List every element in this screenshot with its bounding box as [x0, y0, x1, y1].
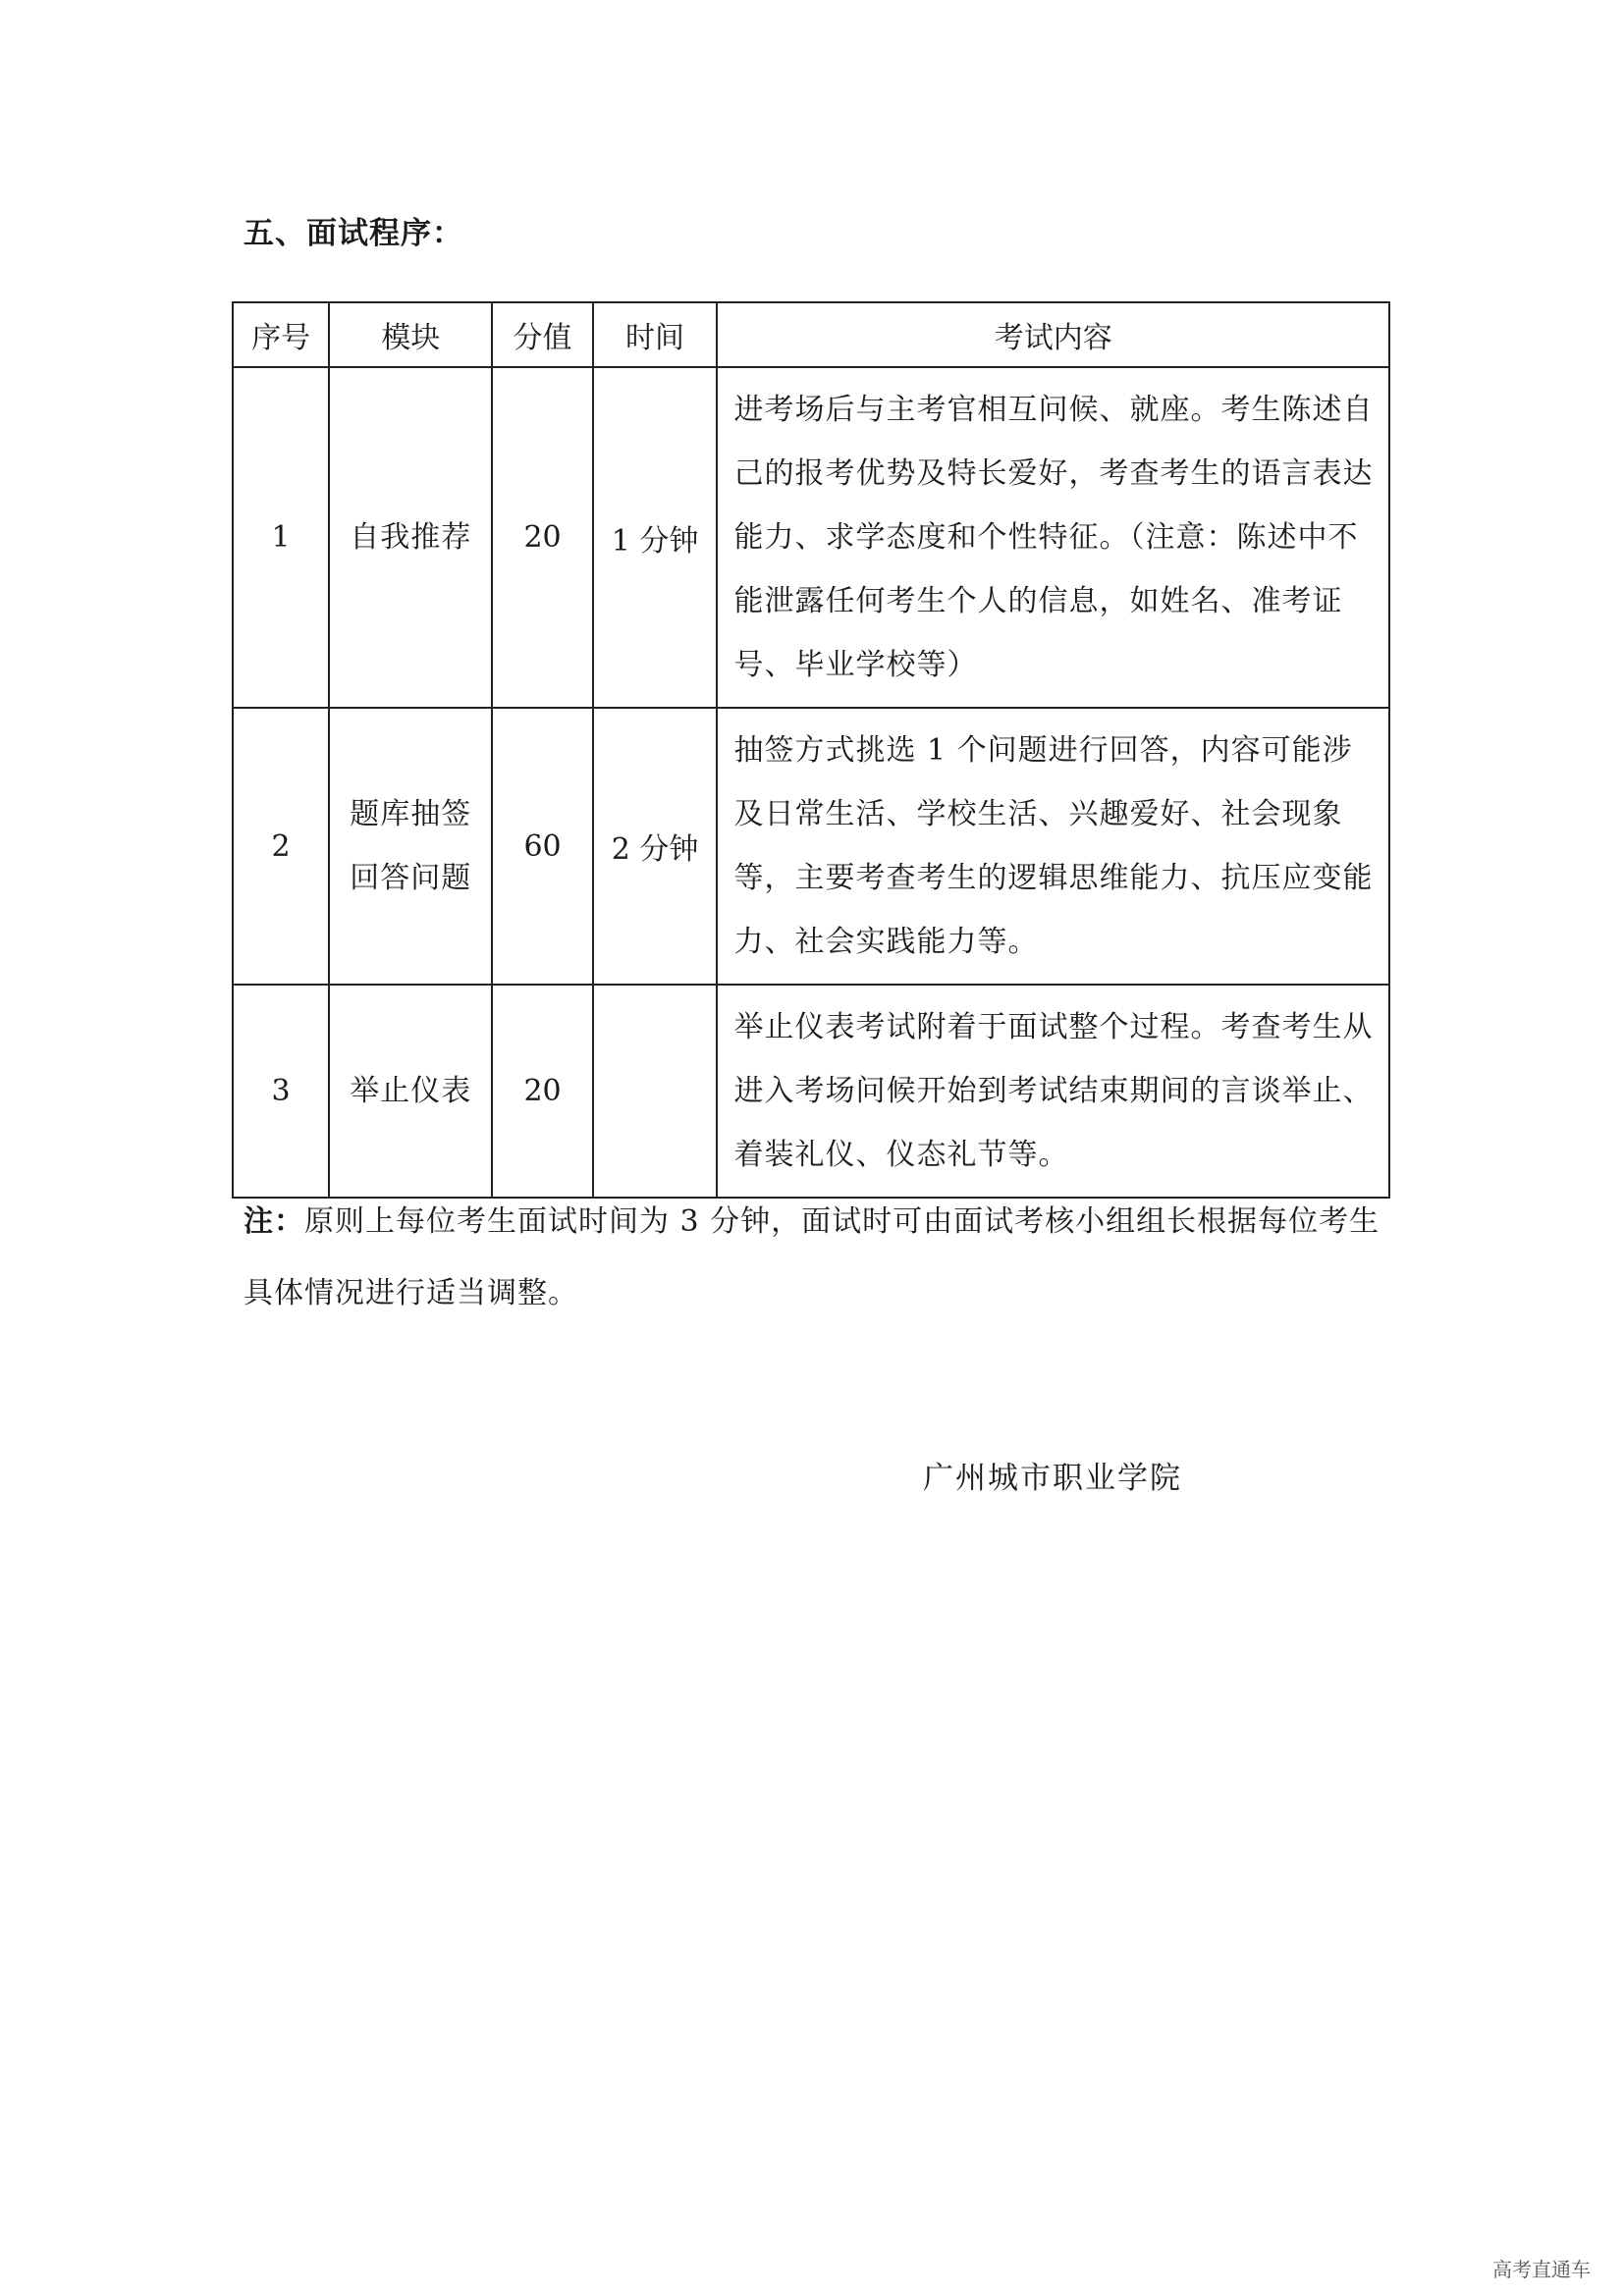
row-1-time: 1 分钟: [593, 367, 718, 708]
row-3-no: 3: [233, 985, 329, 1198]
row-2-content: 抽签方式挑选 1 个问题进行回答，内容可能涉及日常生活、学校生活、兴趣爱好、社会现象等，主要考查考生的逻辑思维能力、抗压应变能力、社会实践能力等。: [717, 708, 1389, 985]
row-3-module: 举止仪表: [329, 985, 492, 1198]
row-1-no: 1: [233, 367, 329, 708]
row-3-score: 20: [492, 985, 592, 1198]
table-row: [233, 708, 1389, 985]
row-2-module-line-1: 题库抽签: [350, 797, 472, 831]
interview-procedure-table: [232, 301, 1390, 1199]
row-1-content: 进考场后与主考官相互问候、就座。考生陈述自己的报考优势及特长爱好，考查考生的语言表达能力、求学态度和个性特征。（注意：陈述中不能泄露任何考生个人的信息，如姓名、准考证号、毕业学校等）: [717, 367, 1389, 708]
header-module: 模块: [329, 302, 492, 367]
table-row: [233, 985, 1389, 1198]
footnote-label: 注：: [244, 1204, 304, 1239]
row-3-time: [593, 985, 718, 1198]
row-1-score: 20: [492, 367, 592, 708]
footnote-text: 原则上每位考生面试时间为 3 分钟，面试时可由面试考核小组组长根据每位考生具体情况进行适当调整。: [244, 1204, 1380, 1310]
row-2-time: 2 分钟: [593, 708, 718, 985]
header-time: 时间: [593, 302, 718, 367]
watermark: 高考直通车: [1492, 2258, 1591, 2281]
row-3-content: 举止仪表考试附着于面试整个过程。考查考生从进入考场问候开始到考试结束期间的言谈举止、着装礼仪、仪态礼节等。: [717, 985, 1389, 1198]
row-2-module-line-2: 回答问题: [350, 861, 472, 895]
footnote: [244, 1186, 1390, 1329]
header-score: 分值: [492, 302, 592, 367]
row-2-module: [329, 708, 492, 985]
row-2-score: 60: [492, 708, 592, 985]
institution-signature: 广州城市职业学院: [923, 1461, 1182, 1496]
table-row: [233, 367, 1389, 708]
section-title: 五、面试程序：: [244, 216, 463, 251]
table-header-row: [233, 302, 1389, 367]
header-content: 考试内容: [717, 302, 1389, 367]
header-no: 序号: [233, 302, 329, 367]
row-1-module: 自我推荐: [329, 367, 492, 708]
row-2-no: 2: [233, 708, 329, 985]
